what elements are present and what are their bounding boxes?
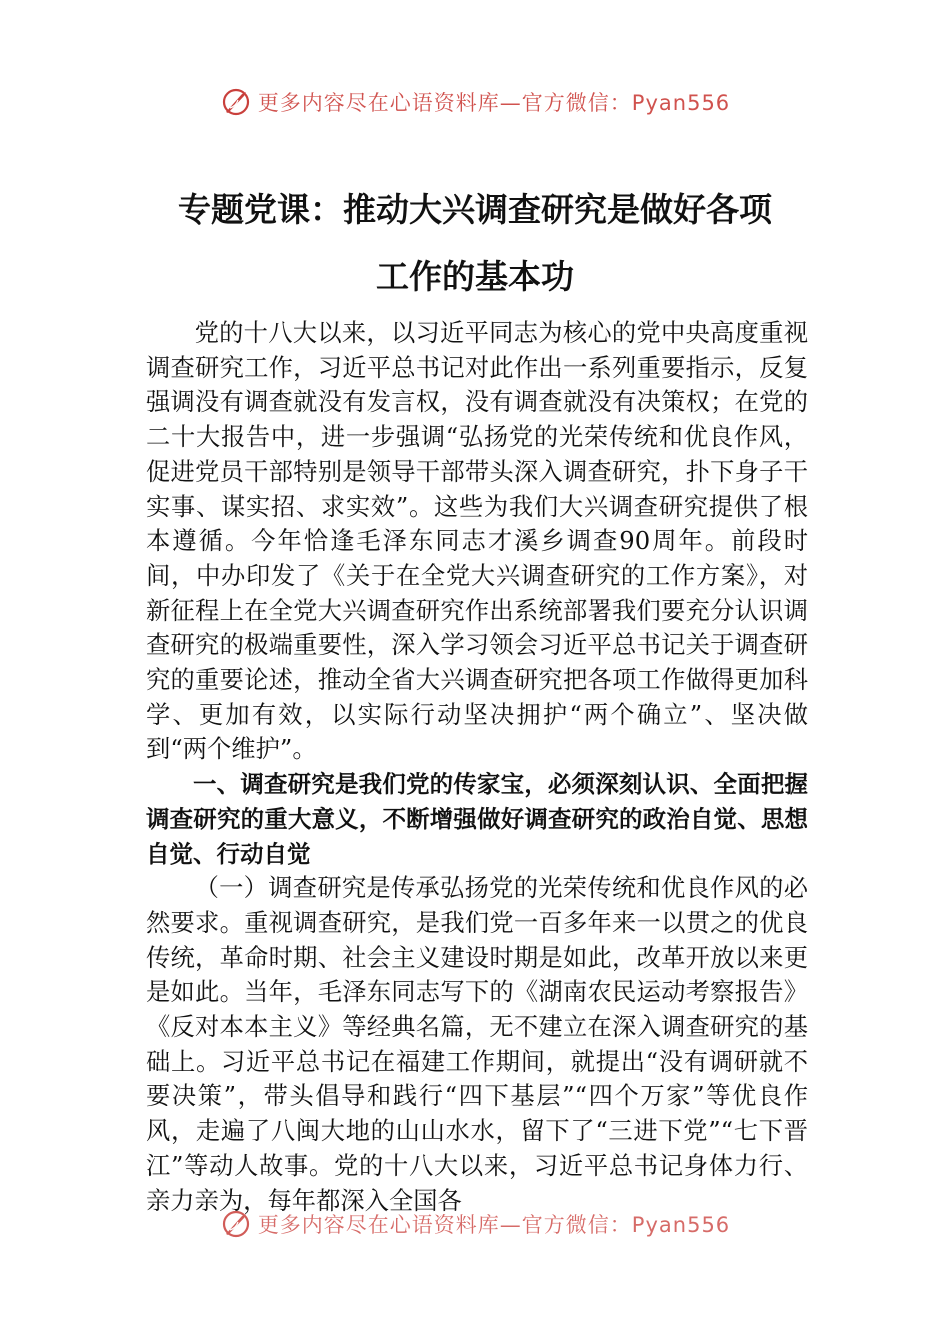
- quill-pen-logo-icon: [220, 86, 252, 118]
- intro-paragraph: 党的十八大以来，以习近平同志为核心的党中央高度重视调查研究工作，习近平总书记对此作出一系列重要指示，反复强调没有调查就没有发言权，没有调查就没有决策权；在党的二十大报告中，进一步强调“弘扬党的光荣传统和优良作风，促进党员干部特别是领导干部带头深入调查研究，扑下身子干实事、谋实招、求实效”。这些为我们大兴调查研究提供了根本遵循。今年恰逢毛泽东同志才溪乡调查90周年。前段时间，中办印发了《关于在全党大兴调查研究的工作方案》，对新征程上在全党大兴调查研究作出系统部署我们要充分认识调查研究的极端重要性，深入学习领会习近平总书记关于调查研究的重要论述，推动全省大兴调查研究把各项工作做得更加科学、更加有效，以实际行动坚决拥护“两个确立”、坚决做到“两个维护”。: [146, 318, 808, 764]
- subsection-body: 重视调查研究，是我们党一百多年来一以贯之的优良传统，革命时期、社会主义建设时期是如此，改革开放以来更是如此。当年，毛泽东同志写下的《湖南农民运动考察报告》《反对本本主义》等经典名篇，无不建立在深入调查研究的基础上。习近平总书记在福建工作期间，就提出“没有调研就不要决策”，带头倡导和践行“四下基层”“四个万家”等优良作风，走遍了八闽大地的山山水水，留下了“三进下党”“七下晋江”等动人故事。党的十八大以来，习近平总书记身体力行、亲力亲为，每年都深入全国各: [146, 907, 808, 1215]
- watermark-text: 更多内容尽在心语资料库—官方微信：Pyan556: [257, 91, 731, 115]
- section-heading-1: 一、调查研究是我们党的传家宝，必须深刻认识、全面把握调查研究的重大意义，不断增强做好调查研究的政治自觉、思想自觉、行动自觉: [146, 770, 808, 868]
- footer-watermark: [0, 1204, 950, 1244]
- quill-pen-logo-icon: [220, 1208, 252, 1240]
- header-watermark: [0, 82, 950, 122]
- watermark-text: 更多内容尽在心语资料库—官方微信：Pyan556: [257, 1213, 731, 1237]
- section-1-paragraph: [146, 871, 808, 1218]
- subsection-heading: （一）调查研究是传承弘扬党的光荣传统和优良作风的必然要求。: [146, 873, 808, 937]
- document-title-line-1: 专题党课：推动大兴调查研究是做好各项: [178, 190, 772, 229]
- document-title-line-2: 工作的基本功: [376, 257, 574, 296]
- document-body: [146, 316, 808, 1218]
